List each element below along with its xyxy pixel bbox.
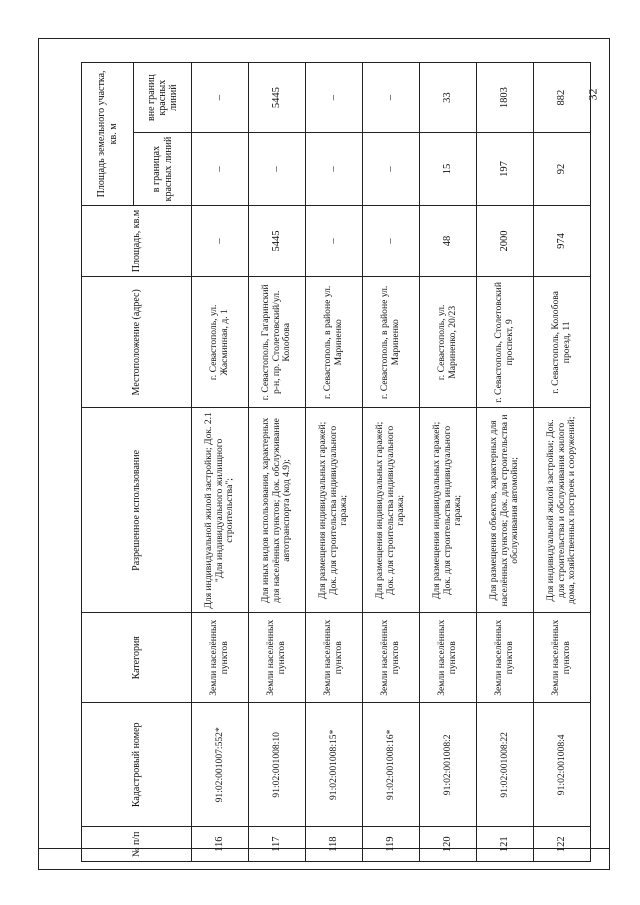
cell-category: Земли населённых пунктов xyxy=(249,613,306,703)
cell-usage: Для индивидуальной жилой застройки; Док. для строительства и обслуживания жилого дома, хозяйственных построек и сооружений; xyxy=(534,408,591,613)
cell-num: 120 xyxy=(420,827,477,862)
cell-location: г. Севастополь, Столетовский проспект, 9 xyxy=(477,277,534,408)
table-body xyxy=(192,63,591,862)
cell-location: г. Севастополь, ул. Мариненко, 20/23 xyxy=(420,277,477,408)
table-row xyxy=(420,63,477,862)
cell-cadastral: 91:02:001008:22 xyxy=(477,703,534,827)
cell-outside: 1803 xyxy=(477,63,534,133)
header-num: № п/п xyxy=(82,827,192,862)
cell-area: – xyxy=(192,205,249,276)
header-outside-red-lines: вне границ красных линий xyxy=(134,63,192,133)
cell-within: – xyxy=(192,133,249,206)
cell-usage: Для размещения индивидуальных гаражей; Док. для строительства индивидуального гаража; xyxy=(363,408,420,613)
cell-outside: 882 xyxy=(534,63,591,133)
header-land-area: Площадь земельного участка, кв. м xyxy=(82,63,134,206)
cell-within: 197 xyxy=(477,133,534,206)
header-within-red-lines: в границах красных линий xyxy=(134,133,192,206)
cell-area: – xyxy=(306,205,363,276)
cell-location: г. Севастополь, Колобова проезд, 11 xyxy=(534,277,591,408)
header-category: Категория xyxy=(82,613,192,703)
header-cadastral: Кадастровый номер xyxy=(82,703,192,827)
land-plots-table xyxy=(81,62,591,862)
cell-num: 118 xyxy=(306,827,363,862)
cell-num: 122 xyxy=(534,827,591,862)
cell-category: Земли населённых пунктов xyxy=(420,613,477,703)
cell-area: 2000 xyxy=(477,205,534,276)
cell-within: 15 xyxy=(420,133,477,206)
table-row xyxy=(249,63,306,862)
cell-area: 5445 xyxy=(249,205,306,276)
table-row xyxy=(306,63,363,862)
cell-area: – xyxy=(363,205,420,276)
cell-outside: – xyxy=(192,63,249,133)
cell-num: 116 xyxy=(192,827,249,862)
cell-location: г. Севастополь, ул. Жасминная, д. 1 xyxy=(192,277,249,408)
cell-cadastral: 91:02:001007:552* xyxy=(192,703,249,827)
cell-within: – xyxy=(363,133,420,206)
cell-cadastral: 91:02:001008:2 xyxy=(420,703,477,827)
cell-area: 48 xyxy=(420,205,477,276)
rotated-table-container xyxy=(81,62,591,862)
header-area: Площадь, кв.м xyxy=(82,205,192,276)
cell-cadastral: 91:02:001008:15* xyxy=(306,703,363,827)
cell-category: Земли населённых пунктов xyxy=(306,613,363,703)
cell-location: г. Севастополь, в районе ул. Мариненко xyxy=(306,277,363,408)
cell-cadastral: 91:02:001008:16* xyxy=(363,703,420,827)
header-usage: Разрешенное использование xyxy=(82,408,192,613)
cell-category: Земли населённых пунктов xyxy=(477,613,534,703)
cell-outside: 5445 xyxy=(249,63,306,133)
table-row xyxy=(477,63,534,862)
cell-usage: Для размещения объектов, характерных для населённых пунктов; Док. для строительства и обслуживания автомойки; xyxy=(477,408,534,613)
cell-within: – xyxy=(249,133,306,206)
table-header xyxy=(82,63,192,862)
cell-area: 974 xyxy=(534,205,591,276)
page-number: 32 xyxy=(585,88,600,101)
cell-within: – xyxy=(306,133,363,206)
cell-outside: – xyxy=(306,63,363,133)
cell-location: г. Севастополь, Гагаринский р-н, пр. Столетовский/ул. Колобова xyxy=(249,277,306,408)
cell-category: Земли населённых пунктов xyxy=(192,613,249,703)
table-row xyxy=(363,63,420,862)
cell-num: 121 xyxy=(477,827,534,862)
cell-usage: Для размещения индивидуальных гаражей; Док. для строительства индивидуального гаража; xyxy=(306,408,363,613)
cell-usage: Для размещения индивидуальных гаражей; Док. для строительства индивидуального гаража; xyxy=(420,408,477,613)
cell-num: 117 xyxy=(249,827,306,862)
cell-cadastral: 91:02:001008:4 xyxy=(534,703,591,827)
cell-location: г. Севастополь, в районе ул. Мариненко xyxy=(363,277,420,408)
cell-cadastral: 91:02:001008:10 xyxy=(249,703,306,827)
cell-num: 119 xyxy=(363,827,420,862)
cell-usage: Для иных видов использования, характерных для населённых пунктов; Док. обслуживание автотранспорта (код 4.9); xyxy=(249,408,306,613)
cell-category: Земли населённых пунктов xyxy=(534,613,591,703)
cell-outside: – xyxy=(363,63,420,133)
cell-usage: Для индивидуальной жилой застройки; Док. 2.1 "Для индивидуального жилищного строительства"; xyxy=(192,408,249,613)
cell-within: 92 xyxy=(534,133,591,206)
table-row xyxy=(534,63,591,862)
cell-outside: 33 xyxy=(420,63,477,133)
cell-category: Земли населённых пунктов xyxy=(363,613,420,703)
table-row xyxy=(192,63,249,862)
header-location: Местоположение (адрес) xyxy=(82,277,192,408)
